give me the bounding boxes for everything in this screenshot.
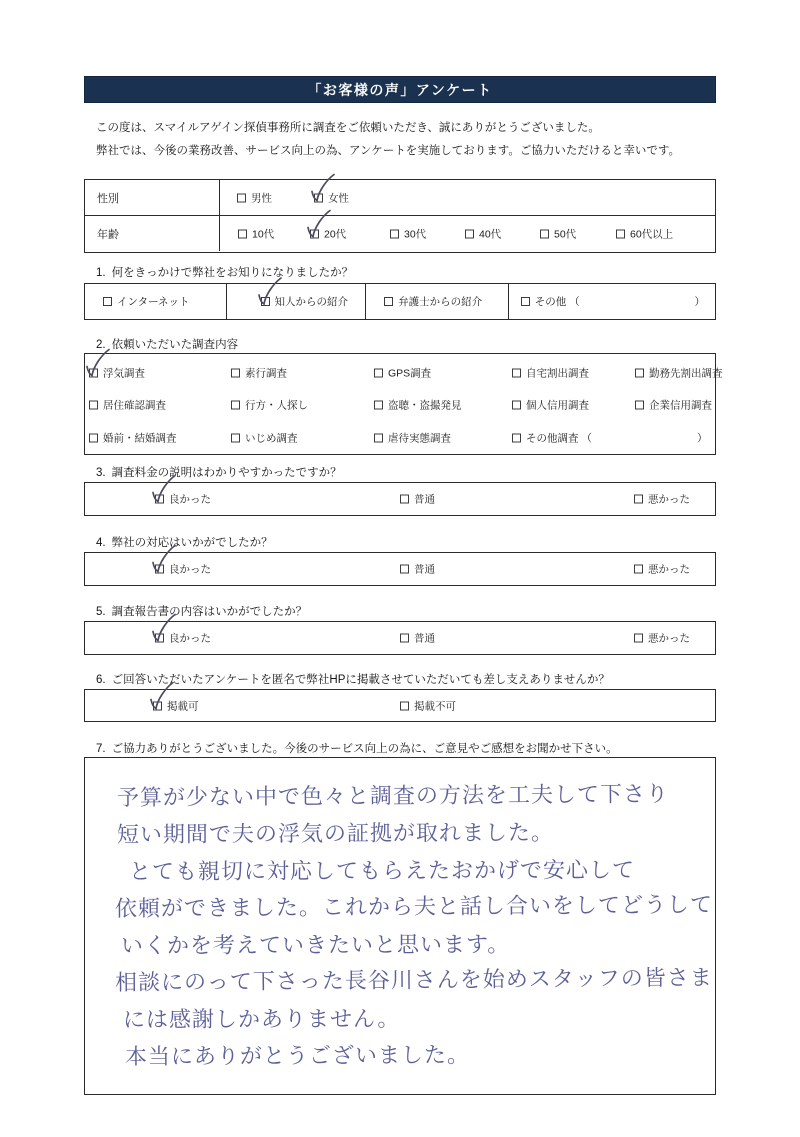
checkbox-option[interactable] — [231, 430, 298, 445]
checkbox-icon — [512, 401, 521, 410]
checkbox-icon — [231, 401, 240, 410]
option-label: 良かった — [169, 493, 211, 506]
q1-cell — [508, 284, 715, 319]
question-6-label: 6. ご回答いただいたアンケートを匿名で弊社HPに掲載させていただいても差し支えありませんか？ — [96, 674, 610, 686]
checkbox-option[interactable] — [89, 366, 145, 381]
checkbox-option[interactable] — [374, 366, 431, 381]
checkbox-option[interactable] — [540, 226, 576, 241]
checkbox-icon — [237, 193, 246, 202]
checkbox-icon — [400, 634, 409, 643]
option-label: 悪かった — [648, 632, 690, 645]
option-label: 勤務先割出調査 — [649, 367, 723, 380]
option-label: 盗聴・盗撮発見 — [388, 399, 462, 412]
option-label: 浮気調査 — [103, 367, 145, 380]
option-label: 素行調査 — [245, 367, 287, 380]
option-label: いじめ調査 — [245, 432, 298, 445]
checkbox-option[interactable] — [231, 366, 287, 381]
age-row — [85, 215, 715, 251]
option-label: 自宅割出調査 — [526, 367, 589, 380]
close-paren: ） — [697, 432, 708, 445]
option-label: その他 （ — [534, 296, 580, 308]
checkbox-option[interactable] — [521, 294, 580, 309]
handwriting-line: 本当にありがとうございました。 — [124, 1042, 471, 1069]
checkbox-icon — [634, 495, 643, 504]
handwriting-line: いくかを考えていきたいと思います。 — [120, 931, 511, 958]
q1-cell — [365, 284, 508, 319]
checkbox-icon — [89, 401, 98, 410]
checkbox-option[interactable] — [155, 631, 211, 646]
option-label: 掲載不可 — [414, 700, 456, 712]
age-options — [219, 216, 715, 251]
checkbox-icon — [231, 369, 240, 378]
option-label: 知人からの紹介 — [274, 296, 349, 308]
checkbox-icon — [390, 229, 399, 238]
option-label: 30代 — [404, 228, 427, 241]
checkbox-checked-icon — [155, 495, 164, 504]
handwriting-line: 相談にのって下さった長谷川さんを始めスタッフの皆さま — [114, 964, 713, 995]
option-label: 女性 — [328, 192, 349, 205]
checkbox-checked-icon — [310, 229, 319, 238]
checkbox-option[interactable] — [155, 492, 211, 507]
close-paren: ） — [694, 296, 705, 308]
form-title: 「お客様の声」アンケート — [307, 81, 493, 98]
gender-row — [85, 180, 715, 215]
option-label: 10代 — [252, 228, 275, 241]
option-label: 男性 — [251, 192, 272, 205]
checkbox-icon — [540, 229, 549, 238]
question-2-label: 2. 依頼いただいた調査内容 — [96, 339, 239, 351]
checkbox-icon — [231, 433, 240, 442]
checkbox-icon — [465, 229, 474, 238]
checkbox-option[interactable] — [616, 226, 673, 241]
checkbox-icon — [374, 369, 383, 378]
question-4-options-box — [84, 552, 716, 586]
checkbox-option[interactable] — [512, 398, 589, 413]
checkbox-option[interactable] — [314, 190, 349, 205]
checkbox-option[interactable] — [374, 430, 451, 445]
checkbox-icon — [634, 565, 643, 574]
option-label: 普通 — [414, 493, 435, 506]
checkbox-icon — [634, 634, 643, 643]
checkbox-option[interactable] — [384, 294, 482, 309]
checkbox-checked-icon — [155, 634, 164, 643]
checkbox-checked-icon — [155, 565, 164, 574]
option-label: 20代 — [324, 228, 347, 241]
checkbox-option[interactable] — [400, 698, 456, 713]
question-5-label: 5. 調査報告書の内容はいかがでしたか？ — [96, 606, 308, 618]
q2-row — [85, 389, 715, 421]
handwriting-line: 予算が少ない中で色々と調査の方法を工夫して下さり — [116, 781, 670, 810]
checkbox-option[interactable] — [89, 430, 177, 445]
checkbox-option[interactable] — [374, 398, 462, 413]
option-label: 行方・人探し — [245, 399, 308, 412]
checkbox-option[interactable] — [103, 294, 190, 309]
checkbox-icon — [400, 701, 409, 710]
checkbox-option[interactable] — [465, 226, 501, 241]
checkbox-option[interactable] — [400, 631, 435, 646]
checkbox-option[interactable] — [153, 698, 199, 713]
question-5-options-box — [84, 621, 716, 655]
handwritten-comment-box — [84, 757, 716, 1095]
checkbox-icon — [512, 369, 521, 378]
checkbox-icon — [89, 433, 98, 442]
age-label: 年齢 — [97, 228, 119, 241]
q2-row — [85, 422, 715, 454]
option-label: 普通 — [414, 563, 435, 576]
option-label: 個人信用調査 — [526, 399, 589, 412]
question-1-label: 1. 何をきっかけで弊社をお知りになりましたか？ — [96, 267, 354, 279]
option-label: 弁護士からの紹介 — [398, 296, 483, 308]
checkbox-icon — [400, 495, 409, 504]
checkbox-icon — [103, 297, 112, 306]
q1-cell — [226, 284, 366, 319]
checkbox-checked-icon — [261, 297, 270, 306]
option-label: インターネット — [117, 296, 190, 308]
checkbox-option[interactable] — [400, 492, 435, 507]
checkbox-option[interactable] — [512, 366, 589, 381]
q2-row — [85, 357, 723, 389]
checkbox-icon — [384, 297, 393, 306]
option-label: 居住確認調査 — [103, 399, 166, 412]
option-label: 40代 — [479, 228, 502, 241]
checkbox-option[interactable] — [634, 631, 690, 646]
checkbox-option[interactable] — [231, 398, 308, 413]
checkbox-icon — [521, 297, 530, 306]
checkbox-icon — [238, 229, 247, 238]
checkbox-option[interactable] — [512, 430, 592, 445]
option-label: 60代以上 — [630, 228, 674, 241]
checkbox-option[interactable] — [238, 226, 274, 241]
q1-cell — [85, 284, 226, 319]
question-2-options-box — [84, 353, 723, 455]
checkbox-checked-icon — [89, 369, 98, 378]
checkbox-option[interactable] — [635, 398, 712, 413]
checkbox-icon — [400, 565, 409, 574]
option-label: 掲載可 — [167, 700, 199, 712]
handwriting-line: 依頼ができました。これから夫と話し合いをしてどうして — [114, 891, 714, 921]
gender-label: 性別 — [97, 192, 119, 205]
profile-table — [84, 179, 716, 253]
intro-text — [96, 117, 680, 162]
option-label: 悪かった — [648, 493, 690, 506]
checkbox-option[interactable] — [155, 562, 211, 577]
option-label: 良かった — [169, 632, 211, 645]
checkbox-icon — [374, 401, 383, 410]
checkbox-option[interactable] — [310, 226, 346, 241]
question-3-label: 3. 調査料金の説明はわかりやすかったですか？ — [96, 467, 342, 479]
checkbox-checked-icon — [153, 701, 162, 710]
option-label: 企業信用調査 — [649, 399, 712, 412]
checkbox-icon — [512, 433, 521, 442]
option-label: 虐待実態調査 — [388, 432, 451, 445]
question-6-options-box — [84, 689, 716, 722]
option-label: 普通 — [414, 632, 435, 645]
question-1-options-table — [84, 283, 716, 320]
checkbox-option[interactable] — [261, 294, 349, 309]
option-label: GPS調査 — [388, 367, 432, 380]
option-label: 良かった — [169, 563, 211, 576]
form-title-bar — [84, 76, 716, 103]
intro-line-1: この度は、スマイルアゲイン探偵事務所に調査をご依頼いただき、誠にありがとうございました。 — [96, 122, 600, 134]
option-label: その他調査 （ — [526, 432, 592, 445]
intro-line-2: 弊社では、今後の業務改善、サービス向上の為、アンケートを実施しております。ご協力いただけると幸いです。 — [96, 144, 680, 157]
checkbox-option[interactable] — [634, 492, 690, 507]
handwriting-line: とても親切に対応してもらえたおかげで安心して — [128, 857, 636, 884]
checkbox-checked-icon — [314, 193, 323, 202]
checkbox-option[interactable] — [635, 366, 723, 381]
checkbox-icon — [635, 369, 644, 378]
checkbox-option[interactable] — [400, 562, 435, 577]
question-3-options-box — [84, 482, 716, 516]
handwriting-line: 短い期間で夫の浮気の証拠が取れました。 — [116, 819, 555, 847]
option-label: 悪かった — [648, 563, 690, 576]
gender-options — [219, 180, 715, 215]
handwriting-line: には感謝しかありません。 — [122, 1006, 401, 1032]
checkbox-option[interactable] — [237, 190, 272, 205]
question-7-label: 7. ご協力ありがとうございました。今後のサービス向上の為に、ご意見やご感想をお聞かせ下さい。 — [96, 743, 618, 755]
checkbox-option[interactable] — [634, 562, 690, 577]
checkbox-icon — [616, 229, 625, 238]
question-4-label: 4. 弊社の対応はいかがでしたか？ — [96, 537, 273, 549]
checkbox-icon — [374, 433, 383, 442]
option-label: 婚前・結婚調査 — [103, 432, 177, 445]
checkbox-icon — [635, 401, 644, 410]
checkbox-option[interactable] — [89, 398, 166, 413]
checkbox-option[interactable] — [390, 226, 426, 241]
option-label: 50代 — [554, 228, 577, 241]
